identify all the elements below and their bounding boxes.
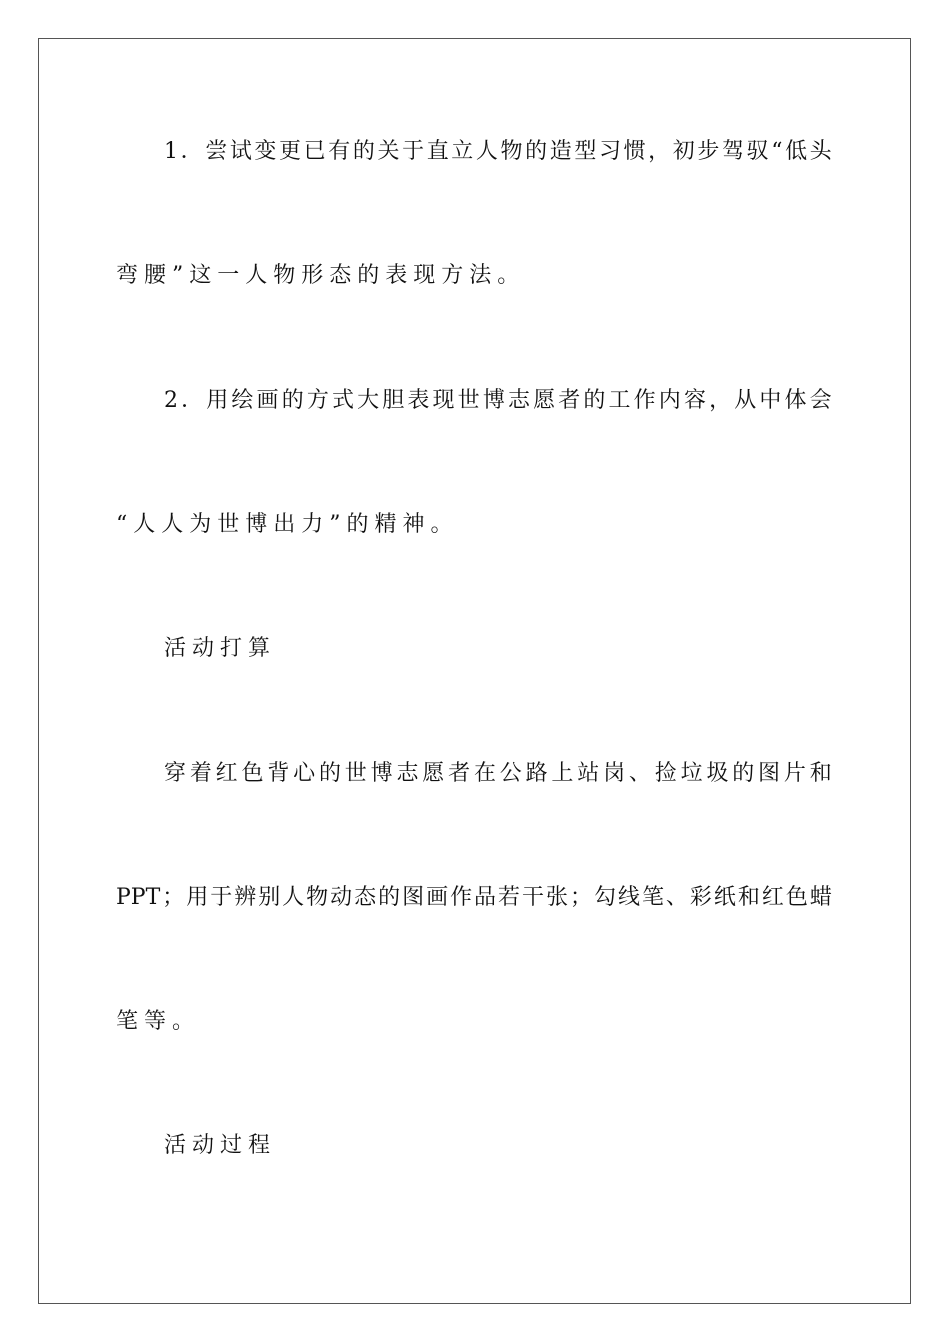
glyph: 直 [426, 139, 449, 164]
glyph: 动 [330, 885, 353, 910]
glyph: 会 [809, 388, 832, 413]
glyph: 公 [499, 761, 522, 786]
glyph: 驭 [746, 139, 769, 164]
glyph: 岗 [603, 761, 626, 786]
paragraph-2-line-2: “人人为世博出力”的精神。 [116, 512, 459, 537]
glyph: 辨 [234, 885, 257, 910]
glyph: 有 [328, 139, 351, 164]
glyph: ， [648, 139, 671, 164]
glyph: 从 [734, 388, 757, 413]
glyph: 中 [759, 388, 782, 413]
glyph: 和 [737, 885, 760, 910]
glyph: 体 [784, 388, 807, 413]
glyph: 红 [215, 761, 238, 786]
glyph: 、 [665, 885, 688, 910]
glyph: 变 [254, 139, 277, 164]
glyph: 2 [164, 388, 178, 413]
glyph: 的 [732, 761, 755, 786]
glyph: 上 [551, 761, 574, 786]
paragraph-1-line-2: 弯腰”这一人物形态的表现方法。 [116, 263, 526, 288]
glyph: 态 [354, 885, 377, 910]
glyph: 若 [498, 885, 521, 910]
glyph: 愿 [533, 388, 556, 413]
glyph: 垃 [680, 761, 703, 786]
glyph: 的 [583, 388, 606, 413]
glyph: 低 [785, 139, 808, 164]
glyph: 路 [525, 761, 548, 786]
glyph: 者 [448, 761, 471, 786]
glyph: 圾 [706, 761, 729, 786]
glyph: 大 [357, 388, 380, 413]
paragraph-2-line-1 [116, 386, 832, 416]
glyph: 勾 [593, 885, 616, 910]
glyph: ； [162, 885, 185, 910]
glyph: 穿 [164, 761, 187, 786]
glyph: 人 [282, 885, 305, 910]
glyph: 现 [432, 388, 455, 413]
glyph: 惯 [623, 139, 646, 164]
glyph: 志 [507, 388, 530, 413]
glyph: 图 [758, 761, 781, 786]
glyph: 在 [473, 761, 496, 786]
glyph: 博 [482, 388, 505, 413]
glyph: 色 [785, 885, 808, 910]
glyph: 更 [279, 139, 302, 164]
glyph: 画 [256, 388, 279, 413]
glyph: 胆 [382, 388, 405, 413]
glyph: 的 [281, 388, 304, 413]
glyph: 红 [761, 885, 784, 910]
glyph: 的 [378, 885, 401, 910]
paragraph-3-line-1 [116, 759, 832, 789]
section-heading-process: 活动过程 [164, 1133, 277, 1158]
glyph: 1 [164, 139, 178, 164]
glyph: 笔 [641, 885, 664, 910]
glyph: 色 [241, 761, 264, 786]
glyph: 初 [672, 139, 695, 164]
glyph: “ [771, 139, 783, 164]
glyph: 志 [396, 761, 419, 786]
paragraph-3-line-2 [116, 883, 832, 913]
glyph: 绘 [231, 388, 254, 413]
glyph: PPT [116, 885, 161, 910]
page-frame [38, 38, 911, 1304]
glyph: 于 [210, 885, 233, 910]
glyph: 式 [331, 388, 354, 413]
glyph: 尝 [205, 139, 228, 164]
glyph: 人 [475, 139, 498, 164]
glyph: 站 [577, 761, 600, 786]
glyph: 驾 [722, 139, 745, 164]
glyph: 物 [500, 139, 523, 164]
glyph: 者 [558, 388, 581, 413]
glyph: 表 [407, 388, 430, 413]
glyph: 纸 [713, 885, 736, 910]
glyph: 作 [450, 885, 473, 910]
glyph: 已 [303, 139, 326, 164]
glyph: 张 [546, 885, 569, 910]
glyph: 和 [809, 761, 832, 786]
glyph: ． [180, 139, 203, 164]
glyph: 试 [229, 139, 252, 164]
glyph: 作 [633, 388, 656, 413]
glyph: 习 [598, 139, 621, 164]
glyph: 用 [186, 885, 209, 910]
glyph: 画 [426, 885, 449, 910]
glyph: 世 [457, 388, 480, 413]
glyph: 方 [306, 388, 329, 413]
glyph: 于 [402, 139, 425, 164]
glyph: 的 [318, 761, 341, 786]
glyph: 蜡 [809, 885, 832, 910]
glyph: 线 [617, 885, 640, 910]
glyph: 心 [293, 761, 316, 786]
glyph: 的 [525, 139, 548, 164]
glyph: 的 [352, 139, 375, 164]
glyph: 、 [628, 761, 651, 786]
glyph: 立 [451, 139, 474, 164]
glyph: 捡 [654, 761, 677, 786]
glyph: 内 [658, 388, 681, 413]
glyph: 用 [206, 388, 229, 413]
glyph: 世 [344, 761, 367, 786]
glyph: 图 [402, 885, 425, 910]
glyph: 片 [783, 761, 806, 786]
glyph: ； [569, 885, 592, 910]
paragraph-1-line-1 [116, 137, 832, 167]
glyph: 关 [377, 139, 400, 164]
glyph: 别 [258, 885, 281, 910]
glyph: 型 [574, 139, 597, 164]
glyph: 彩 [689, 885, 712, 910]
paragraph-3-line-3: 笔等。 [116, 1009, 201, 1034]
glyph: 步 [697, 139, 720, 164]
glyph: 造 [549, 139, 572, 164]
glyph: 博 [370, 761, 393, 786]
section-heading-preparation: 活动打算 [164, 636, 277, 661]
glyph: 容 [683, 388, 706, 413]
glyph: 工 [608, 388, 631, 413]
glyph: 干 [522, 885, 545, 910]
glyph: 愿 [422, 761, 445, 786]
glyph: ， [709, 388, 732, 413]
glyph: 物 [306, 885, 329, 910]
glyph: 品 [474, 885, 497, 910]
glyph: ． [181, 388, 204, 413]
glyph: 背 [267, 761, 290, 786]
glyph: 着 [189, 761, 212, 786]
glyph: 头 [809, 139, 832, 164]
